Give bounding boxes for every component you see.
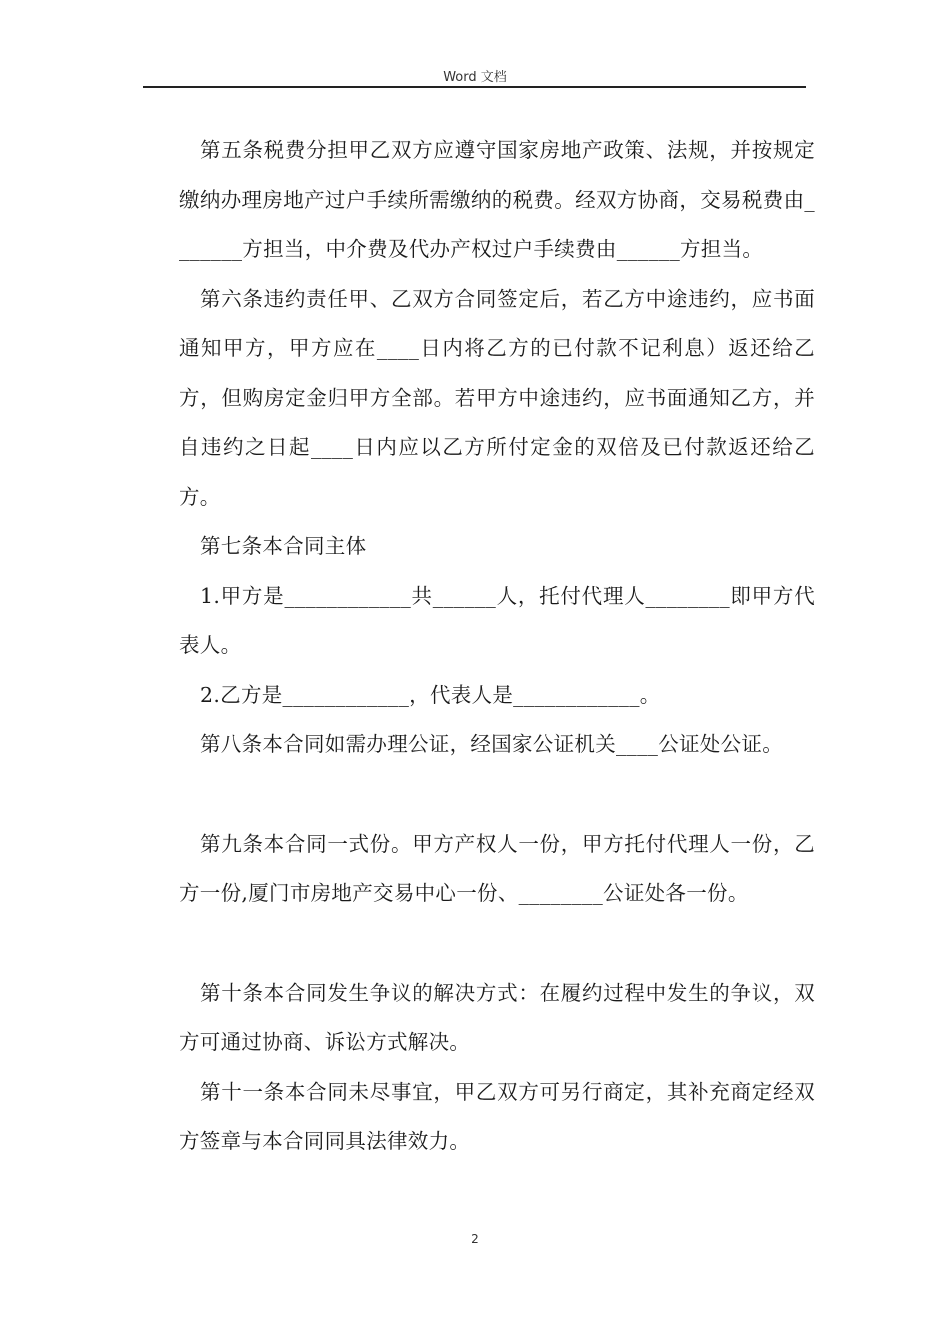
article-5-paragraph: 第五条税费分担甲乙双方应遵守国家房地产政策、法规，并按规定缴纳办理房地产过户手续所需缴纳的税费。经双方协商，交易税费由_______方担当，中介费及代办产权过户手续费由______方担当。 [179, 138, 815, 261]
page-number: 2 [471, 1232, 479, 1246]
article-11-paragraph: 第十一条本合同未尽事宜，甲乙双方可另行商定，其补充商定经双方签章与本合同同具法律效力。 [179, 1079, 815, 1153]
page-header: Word 文档 [443, 70, 507, 85]
party-b-paragraph: 2.乙方是____________，代表人是____________。 [200, 682, 661, 707]
paragraph-gap [179, 919, 815, 969]
header-divider [143, 86, 806, 88]
article-10-paragraph: 第十条本合同发生争议的解决方式：在履约过程中发生的争议，双方可通过协商、诉讼方式解决。 [179, 980, 815, 1054]
article-7-heading: 第七条本合同主体 [200, 534, 367, 558]
article-6-paragraph: 第六条违约责任甲、乙双方合同签定后，若乙方中途违约，应书面通知甲方，甲方应在____日内将乙方的已付款不记利息）返还给乙方，但购房定金归甲方全部。若甲方中途违约，应书面通知乙方，并自违约之日起____日内应以乙方所付定金的双倍及已付款返还给乙方。 [179, 286, 815, 509]
article-8-paragraph: 第八条本合同如需办理公证，经国家公证机关____公证处公证。 [200, 732, 783, 756]
paragraph-gap [179, 770, 815, 820]
party-a-paragraph: 1.甲方是____________共______人，托付代理人________即甲方代表人。 [179, 583, 815, 657]
document-body [179, 126, 815, 1167]
article-9-paragraph: 第九条本合同一式份。甲方产权人一份，甲方托付代理人一份，乙方一份,厦门市房地产交易中心一份、________公证处各一份。 [179, 831, 815, 905]
